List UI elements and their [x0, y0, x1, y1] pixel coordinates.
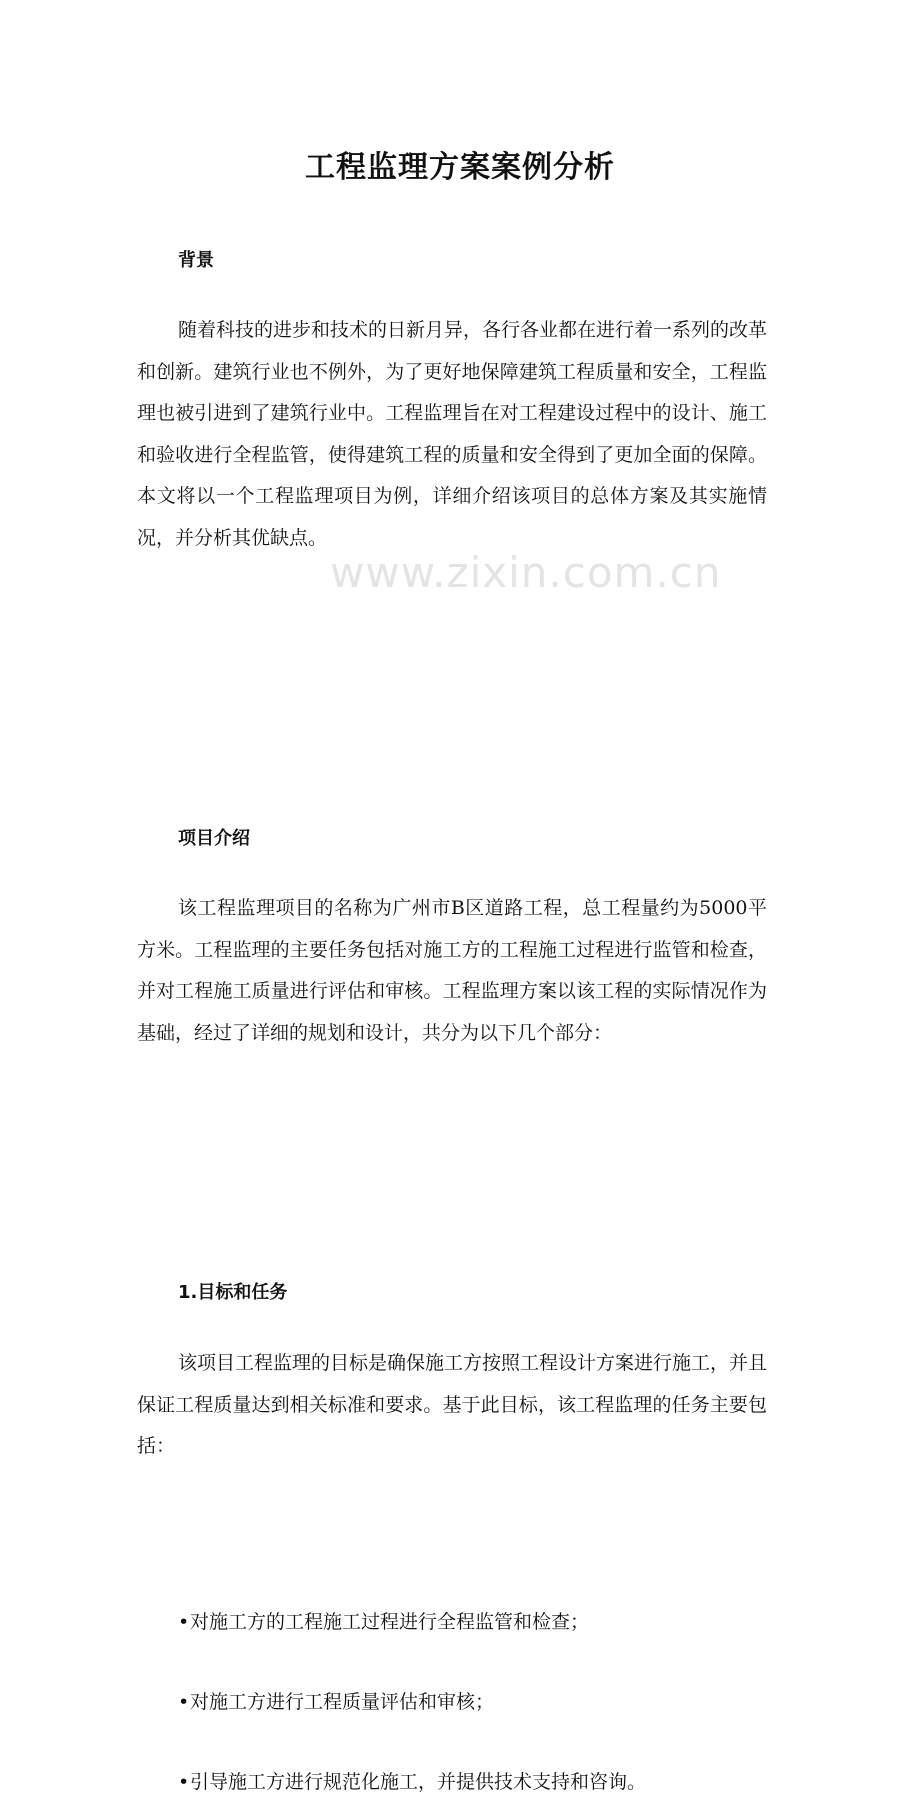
paragraph-goals: 该项目工程监理的目标是确保施工方按照工程设计方案进行施工，并且保证工程质量达到相关标准和要求。基于此目标，该工程监理的任务主要包括：	[137, 1352, 768, 1457]
section-heading-goals: 1.目标和任务	[178, 1282, 288, 1303]
paragraph-background: 随着科技的进步和技术的日新月异，各行各业都在进行着一系列的改革和创新。建筑行业也不例外，为了更好地保障建筑工程质量和安全，工程监理也被引进到了建筑行业中。工程监理旨在对工程建设过程中的设计、施工和验收进行全程监管，使得建筑工程的质量和安全得到了更加全面的保障。本文将以一个工程监理项目为例，详细介绍该项目的总体方案及其实施情况，并分析其优缺点。	[137, 319, 768, 549]
paragraph-intro: 该工程监理项目的名称为广州市B区道路工程，总工程量约为5000平方米。工程监理的主要任务包括对施工方的工程施工过程进行监管和检查，并对工程施工质量进行评估和审核。工程监理方案以该工程的实际情况作为基础，经过了详细的规划和设计，共分为以下几个部分：	[137, 897, 767, 1044]
list-item	[178, 1687, 920, 1717]
document-title: 工程监理方案案例分析	[305, 150, 615, 185]
watermark: www.zixin.com.cn	[330, 548, 722, 597]
list-item	[178, 1767, 920, 1797]
section-heading-background: 背景	[178, 250, 214, 271]
list-item-text: 对施工方进行工程质量评估和审核；	[190, 1690, 495, 1713]
bullet-icon: •	[178, 1610, 190, 1633]
bullet-icon: •	[178, 1770, 190, 1793]
bullet-icon: •	[178, 1690, 190, 1713]
list-item-text: 引导施工方进行规范化施工，并提供技术支持和咨询。	[190, 1770, 647, 1793]
list-item	[178, 1607, 920, 1637]
section-heading-intro: 项目介绍	[178, 828, 250, 849]
list-item-text: 对施工方的工程施工过程进行全程监管和检查；	[190, 1610, 590, 1633]
